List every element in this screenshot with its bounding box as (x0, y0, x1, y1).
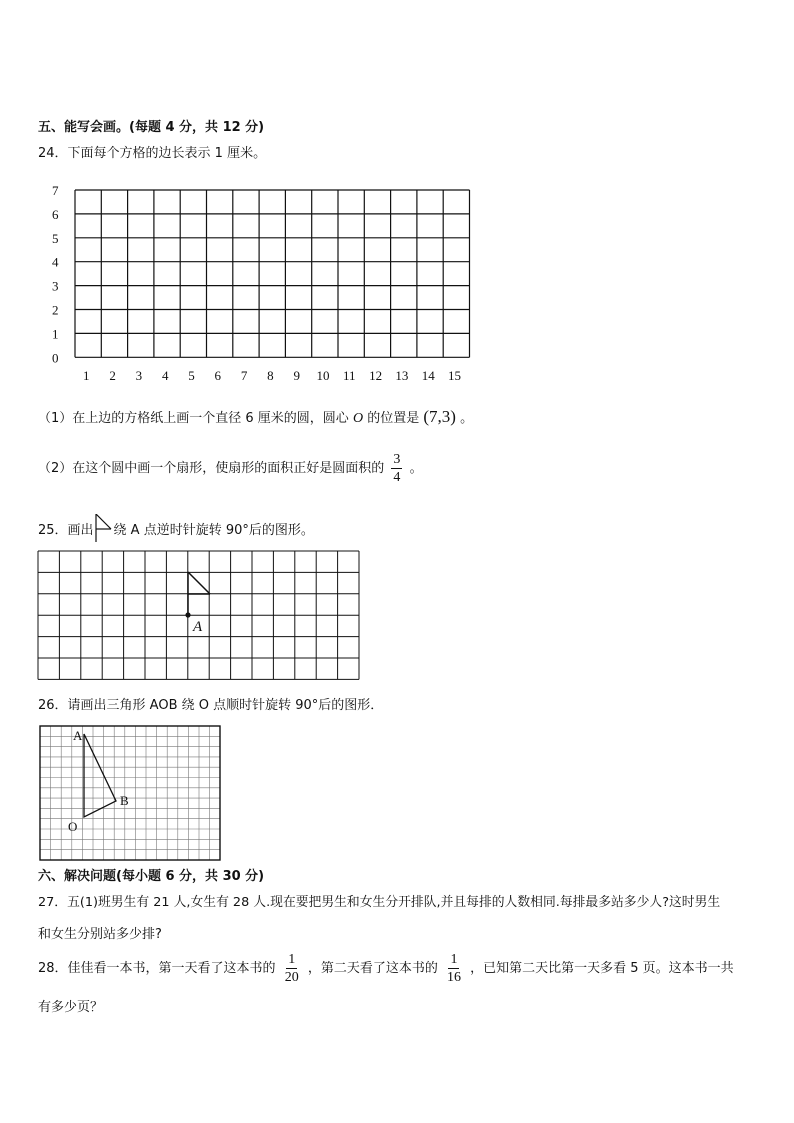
question-24-text: 24．下面每个方格的边长表示 1 厘米。 (38, 146, 267, 161)
q24-x-tick-label: 12 (369, 368, 383, 383)
question-24-part-1 (38, 408, 473, 428)
q24-x-tick-label: 2 (109, 368, 116, 383)
q24-x-tick-label: 14 (421, 368, 435, 383)
question-28-line-1 (38, 952, 734, 986)
q24-y-tick-label: 0 (52, 350, 59, 366)
question-25-text (38, 514, 314, 544)
q24-fraction-denominator: 4 (393, 470, 401, 485)
q24-x-tick-label: 1 (83, 368, 90, 383)
q26-label-a: A (73, 728, 83, 743)
q24-x-tick-label: 15 (448, 368, 461, 383)
q24-part1-var: O (352, 411, 364, 426)
q24-part1-coord: (7,3) (423, 407, 456, 426)
q24-y-tick-label: 5 (52, 230, 59, 246)
question-27-line-2: 和女生分别站多少排? (38, 927, 162, 942)
q26-label-o: O (68, 819, 78, 834)
q25-grid[interactable] (36, 549, 362, 681)
q24-x-tick-label: 7 (240, 368, 248, 383)
flag-shape-icon (94, 514, 114, 544)
q24-grid[interactable] (40, 180, 490, 385)
q24-fraction (391, 452, 402, 485)
q24-y-tick-label: 4 (52, 254, 59, 270)
q24-x-tick-label: 3 (135, 368, 143, 383)
q24-part1-after: 的位置是 (367, 411, 420, 426)
q24-x-tick-label: 6 (214, 368, 222, 383)
question-26-text: 26．请画出三角形 AOB 绕 O 点顺时针旋转 90°后的图形． (38, 698, 384, 713)
q24-x-tick-label: 5 (188, 368, 195, 383)
question-27-line-1: 27．五(1)班男生有 21 人,女生有 28 人.现在要把男生和女生分开排队,并且每排的人数相同.每排最多站多少人?这时男生 (38, 895, 721, 910)
q28-fraction-2-numerator: 1 (450, 952, 458, 967)
q24-part2-text: （2）在这个圆中画一个扇形，使扇形的面积正好是圆面积的 (38, 461, 385, 476)
q24-x-tick-label: 11 (343, 368, 356, 383)
section-6-title: 六、解决问题(每小题 6 分，共 30 分) (38, 869, 265, 884)
q24-y-tick-label: 7 (52, 183, 59, 198)
q28-part-2: ，第二天看了这本书的 (307, 961, 438, 976)
q24-x-tick-label: 13 (395, 368, 409, 383)
q28-fraction-1-denominator: 20 (284, 970, 299, 985)
q28-part-3: ，已知第二天比第一天多看 5 页。这本书一共 (470, 961, 734, 976)
q24-fraction-numerator: 3 (393, 452, 401, 467)
q26-label-b: B (120, 793, 129, 808)
q28-fraction-2 (445, 952, 463, 985)
q24-y-tick-label: 6 (52, 206, 59, 222)
q26-grid-border (40, 726, 220, 860)
q24-x-tick-label: 9 (293, 368, 300, 383)
question-28-line-2: 有多少页？ (38, 1000, 104, 1015)
q24-x-tick-label: 8 (267, 368, 274, 383)
q28-part-1: 28．佳佳看一本书，第一天看了这本书的 (38, 961, 276, 976)
q24-x-tick-label: 10 (316, 368, 330, 383)
q24-y-tick-label: 2 (52, 302, 59, 318)
q24-part1-end: 。 (460, 411, 474, 426)
q25-label-a: A (193, 619, 203, 635)
q25-suffix: 绕 A 点逆时针旋转 90°后的图形。 (113, 523, 314, 538)
q24-part1-text: （1）在上边的方格纸上画一个直径 6 厘米的圆，圆心 (38, 411, 349, 426)
q28-fraction-1-numerator: 1 (288, 952, 296, 967)
q25-prefix: 25．画出 (38, 523, 94, 538)
q24-part2-end: 。 (409, 461, 423, 476)
question-24-part-2 (38, 452, 423, 486)
q24-y-tick-label: 3 (52, 278, 59, 294)
q25-flag-diagonal (188, 572, 210, 594)
q25-point-a (185, 612, 190, 617)
section-5-title: 五、能写会画。(每题 4 分，共 12 分) (38, 120, 265, 135)
q24-x-tick-label: 4 (161, 368, 169, 383)
q28-fraction-2-denominator: 16 (446, 970, 461, 985)
q28-fraction-1 (283, 952, 301, 985)
q24-y-tick-label: 1 (52, 326, 59, 342)
q26-grid[interactable] (38, 724, 224, 864)
